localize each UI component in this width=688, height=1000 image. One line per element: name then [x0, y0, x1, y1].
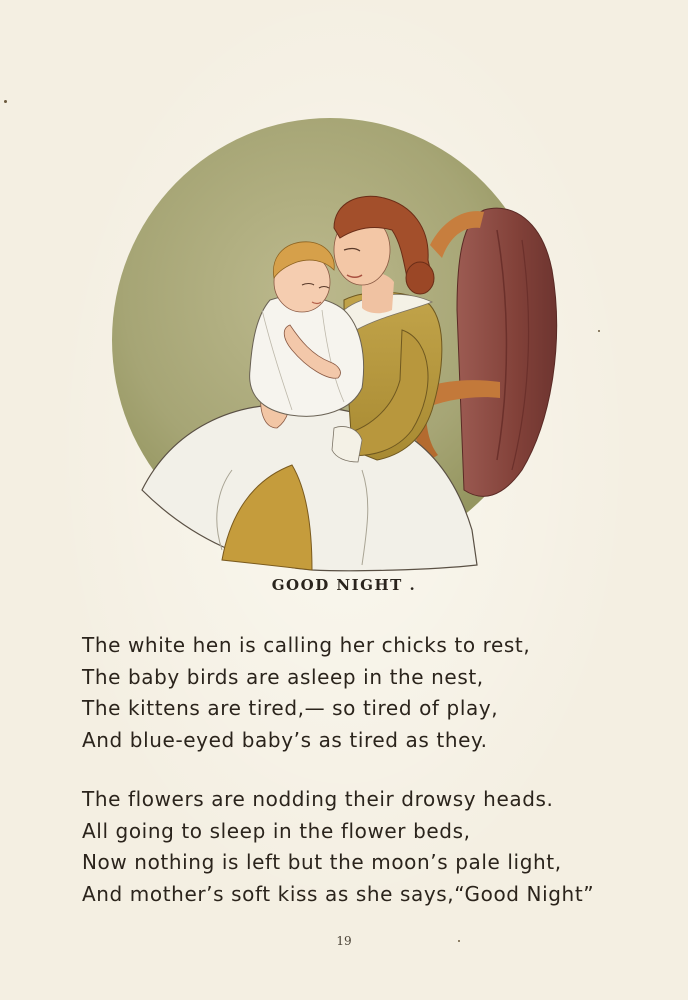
paper-speck — [458, 940, 460, 942]
mother-holding-baby-illustration — [112, 110, 562, 580]
poem-title: GOOD NIGHT . — [271, 576, 417, 594]
poem-line: And mother’s soft kiss as she says,“Good Night” — [82, 881, 595, 906]
poem-body — [82, 630, 642, 938]
poem-line: The white hen is calling her chicks to rest, — [82, 633, 531, 657]
poem-line: The baby birds are asleep in the nest, — [82, 664, 484, 689]
poem-line: All going to sleep in the flower beds, — [82, 818, 471, 843]
stanza-2 — [82, 784, 642, 910]
poem-line: The kittens are tired,— so tired of play, — [82, 696, 499, 720]
page-number: 19 — [336, 934, 352, 948]
poem-line: The flowers are nodding their drowsy heads. — [82, 787, 554, 811]
paper-speck — [4, 100, 7, 103]
poem-line: And blue-eyed baby’s as tired as they. — [82, 727, 488, 752]
stanza-1 — [82, 630, 642, 756]
paper-speck — [598, 330, 600, 332]
poem-line: Now nothing is left but the moon’s pale light, — [82, 850, 562, 874]
